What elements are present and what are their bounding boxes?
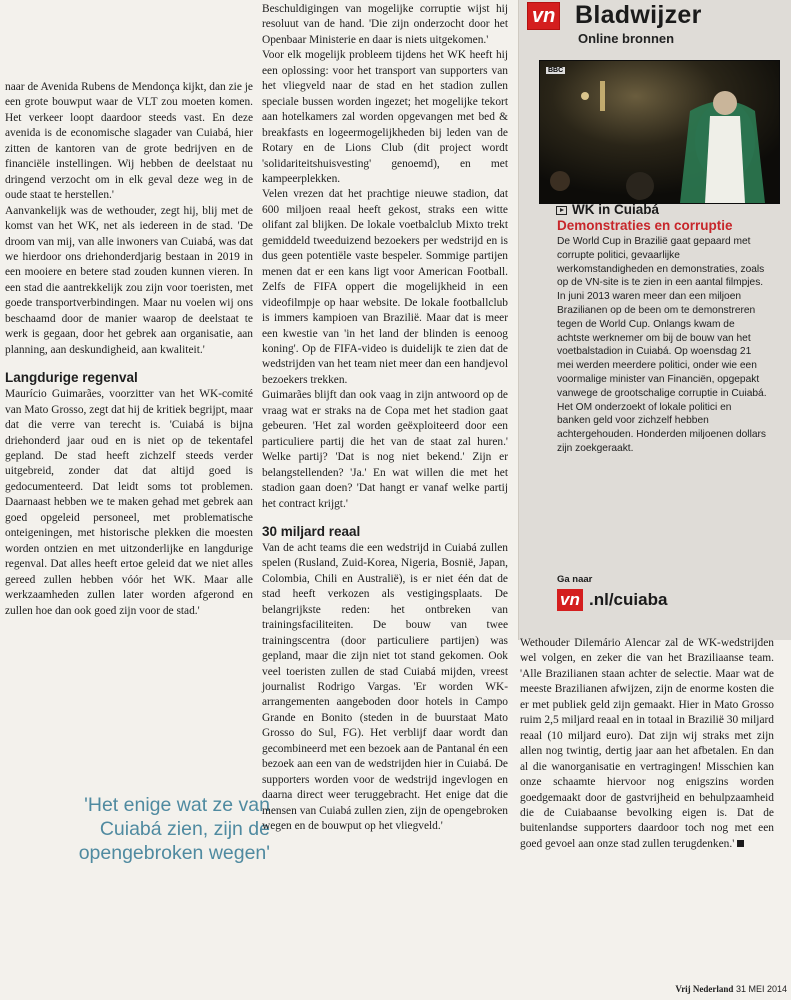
- paragraph: [520, 636, 774, 852]
- paragraph: Voor elk mogelijk probleem tijdens het WK heeft hij een oplossing: voor het transport van supporters van het vliegveld naar de stad en het stadion zullen speciale bussen worden ingezet; het mogelijke tekort aan hotelkamers zal worden opgevangen met bed & breakfasts en logeermogelijkheden bij leden van de Rotary en de Lions Club (dit project wordt 'solidariteitshuisvesting' genoemd), en met kampeerplekken.: [262, 49, 508, 185]
- paragraph: Guimarães blijft dan ook vaag in zijn antwoord op de vraag wat er straks na de Copa met het stadion gaat gebeuren. 'Het zal worden geëxploiteerd door een particuliere partij die het van de staat zal huren.' Welke partij? 'Dat is nog niet bekend.' Zijn er belangstellenden? 'Ja.' En wat willen die met het stadion gaan doen? 'Dat hangt er vanaf welke partij het contract krijgt.': [262, 389, 508, 510]
- link-path: .nl/cuiaba: [589, 590, 668, 609]
- end-mark-icon: [737, 840, 744, 847]
- video-thumbnail[interactable]: [539, 60, 780, 204]
- section-heading: Langdurige regenval: [5, 370, 138, 386]
- article-column-3: [520, 636, 774, 852]
- sidebar-item-title: WK in Cuiabá: [572, 202, 659, 217]
- sidebar-item-subtitle: Demonstraties en corruptie: [557, 218, 733, 233]
- link-vn-logo: vn: [557, 589, 583, 611]
- article-column-2: [262, 2, 508, 835]
- issue-date: 31 MEI 2014: [735, 984, 787, 994]
- night-protest-image: [540, 61, 779, 203]
- video-icon: [556, 206, 567, 215]
- vn-cuiaba-link[interactable]: [557, 589, 697, 611]
- paragraph: Beschuldigingen van mogelijke corruptie wijst hij resoluut van de hand. 'Die zijn onderzocht door het Openbaar Ministerie en daar is niets uitgekomen.': [262, 3, 508, 46]
- paragraph-text: Wethouder Dilemário Alencar zal de WK-wedstrijden wel volgen, en zeker die van het Braziliaanse team. 'Alle Brazilianen staan achter de selectie. Maar wat de meeste Brazilianen afwijzen, zijn de enorme kosten die er met publiek geld zijn gemaakt. Hier in Mato Grosso ruim 2,5 miljard reaal en in totaal in Brazilië 30 miljard reaal (10 miljard euro). Dat zijn wij straks met zijn allen nog twintig, dertig jaar aan het afbetalen. En dan al die wanorganisatie en vertragingen! Misschien kan onze schaamte hiervoor nog enigszins worden goedgemaakt door de gastvrijheid en behulpzaamheid die de Cuiabaanse bevolking eigen is. Dat de buitenlandse supporters daardoor toch nog met een goed gevoel aan onze stad zullen terugdenken.': [520, 637, 774, 850]
- sidebar-title: Bladwijzer: [575, 1, 702, 29]
- page-footer: [675, 984, 787, 994]
- paragraph: Velen vrezen dat het prachtige nieuwe stadion, dat 600 miljoen reaal heeft gekost, straks een witte olifant zal blijken. De lokale voetbalclub Mixto trekt gemiddeld tweeduizend bezoekers per wedstrijd en is dus geen potentiële vaste bespeler. Sommige partijen menen dat er een kans ligt voor American Football. Zelfs de FIFA oppert die mogelijkheid in een videofilmpje op haar website. De lokale footballclub is immers kampioen van Brazilië. Maar dat is meer een kwestie van 'in het land der blinden is eenoog koning'. Op de FIFA-video is duidelijk te zien dat de wedstrijden van het team niet meer dan een handjevol bezoekers trekken.: [262, 188, 508, 386]
- bbc-badge: BBC: [548, 67, 564, 74]
- sidebar-body: De World Cup in Brazilië gaat gepaard met corrupte politici, gevaarlijke werkomstandigheden en demonstraties, zoals op de VN-site is te zien in een aantal filmpjes. In juni 2013 waren meer dan een miljoen Brazilianen op de been om te demonstreren tegen de World Cup. Onlangs kwam de achtste werknemer om bij de bouw van het voetbalstadion in Cuiabá. Op woensdag 21 mei werden meerdere politici, onder wie een voormalige minister van Financiën, opgepakt vanwege de grootschalige corruptie in Cuiabá. Het OM onderzoekt of lokale politici en banken geld voor zichzelf hebben achtergehouden. Honderden miljoenen dollars zijn zoekgeraakt.: [557, 236, 767, 454]
- paragraph: Maurício Guimarães, voorzitter van het WK-comité van Mato Grosso, zegt dat hij de kritiek begrijpt, maar dat die verre van terecht is. 'Cuiabá is bijna driehonderd jaar oud en is niet op de tekentafel gepland. De stad heeft zichzelf steeds verder uitgebreid, zonder dat dat altijd goed is gedocumenteerd. Dat leidt soms tot problemen. Daarnaast hebben we te maken gehad met gebrek aan goed opgeleid personeel, met problematische onteigeningen, met historische plekken die moesten worden ontzien en met uitzonderlijke en langdurige regenval. Dat alles heeft ertoe geleid dat we niet alles gereed zullen hebben vóór het WK. Maar alle werkzaamheden zullen later worden afgerond en zullen hoe dan ook goed zijn voor de stad.': [5, 388, 253, 617]
- vn-logo: vn: [527, 2, 560, 30]
- paragraph: Van de acht teams die een wedstrijd in Cuiabá zullen spelen (Rusland, Zuid-Korea, Nigeria, Bosnië, Japan, Colombia, Chili en Australië), is er niet één dat de stad heeft verkozen als vestigingsplaats. De belangrijkste reden: het ontbreken van trainingsfaciliteiten. De bouw van twee trainingscentra (door particuliere partijen) was gepland, maar die zijn niet tot stand gekomen. Ook veel toeristen zullen de stad Cuiabá mijden, vreest journalist Rodrigo Vargas. 'Er worden WK-arrangementen aangeboden door hotels in Campo Grande en Bonito (steden in de buurstaat Mato Grosso do Sul, FG). Het verblijf daar wordt dan gecombineerd met een bezoek aan de Pantanal én een bezoek aan een van de wedstrijden hier in Cuiabá. De supporters worden voor de wedstrijd ingevlogen en daarna direct weer teruggebracht. Het enige dat die mensen van Cuiabá zullen zien, zijn de opengebroken wegen en de bouwput op het vliegveld.': [262, 541, 508, 833]
- magazine-name: Vrij Nederland: [675, 984, 734, 994]
- sidebar-subtitle: Online bronnen: [578, 31, 675, 46]
- paragraph: naar de Avenida Rubens de Mendonça kijkt, dan zie je een grote bouwput waar de VLT zou moeten komen. Het verkeer loopt daardoor steeds vast. En deze avenida is de economische slagader van Cuiabá, hier zitten de kantoren van de grote bedrijven en de financiële instellingen. Wij hebben de deelstaat nu dringend verzocht om in elk geval deze weg in de oude staat te herstellen.': [5, 81, 253, 202]
- pull-quote: 'Het enige wat ze van Cuiabá zien, zijn de opengebroken wegen': [78, 794, 270, 864]
- paragraph: Aanvankelijk was de wethouder, zegt hij, blij met de komst van het WK, net als iedereen in de stad. 'De droom van mij, van alle inwoners van Cuiabá, was dat we hierdoor ons driehonderdjarig bestaan in 2019 in een mooiere en betere stad zouden kunnen vieren. In een stad die aantrekkelijk zou zijn voor toeristen, met goede transportverbindingen. Maar nu voelen wij ons beschaamd door de manier waarop de deelstaat te werk is gegaan, door het gebrek aan organisatie, aan planning, aan deskundigheid, aan kwaliteit.': [5, 204, 253, 356]
- go-to-label: Ga naar: [557, 574, 593, 585]
- article-column-1: [5, 80, 253, 619]
- section-heading: 30 miljard reaal: [262, 523, 361, 539]
